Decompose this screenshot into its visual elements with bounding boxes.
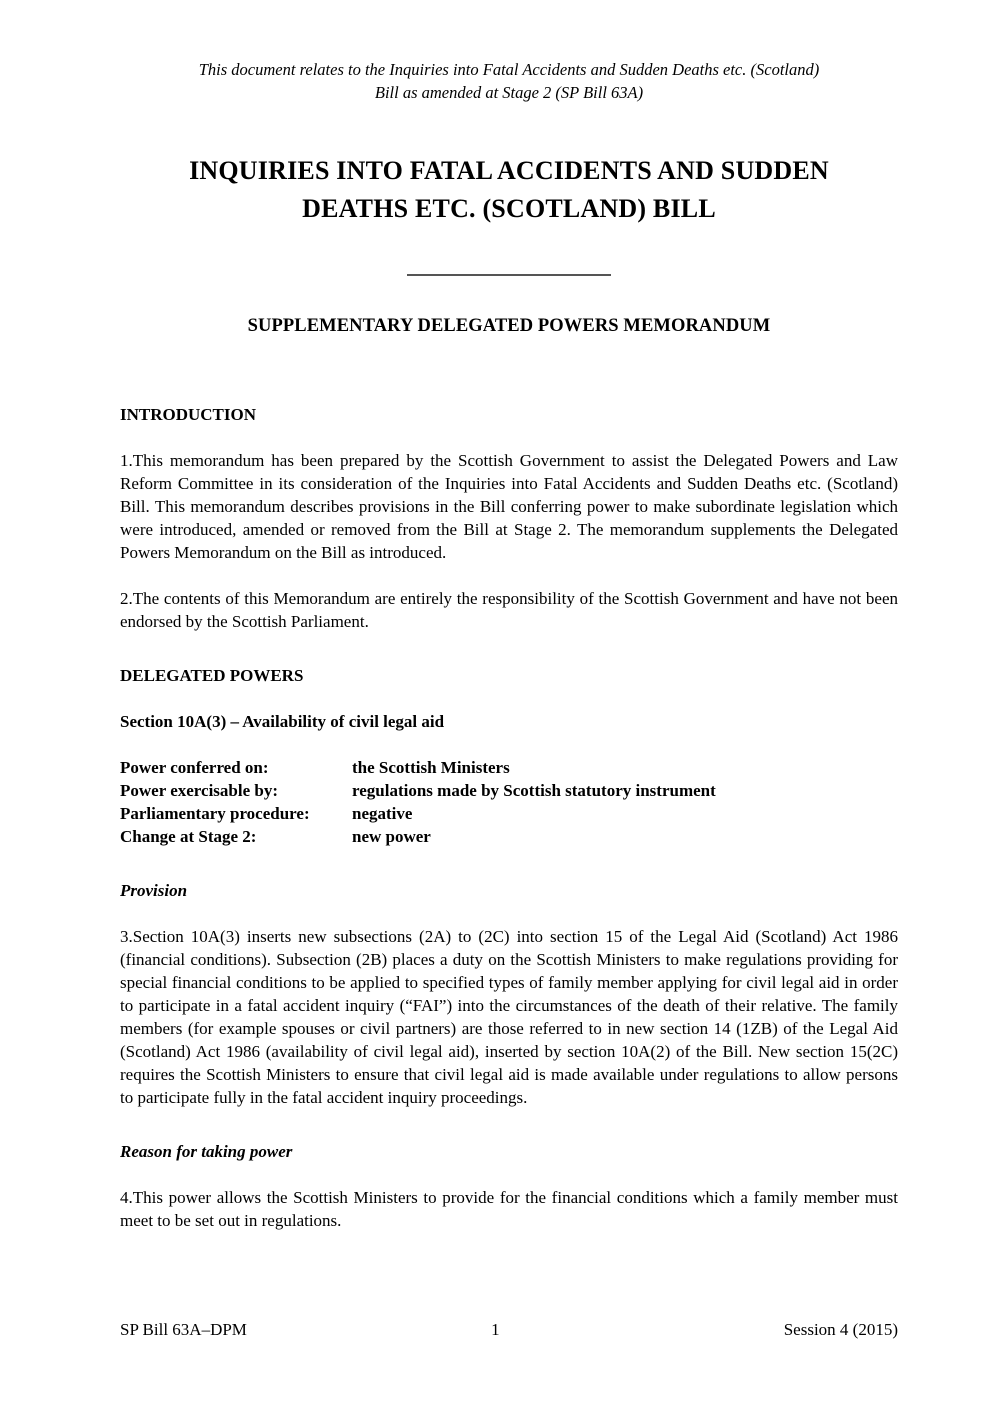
- heading-introduction: INTRODUCTION: [120, 405, 257, 424]
- page-content: [120, 0, 898, 1232]
- spacer: [120, 633, 898, 664]
- paragraph-3-number: 3.: [120, 927, 133, 946]
- power-details-table: [120, 756, 716, 848]
- heading-reason-for-taking-power: Reason for taking power: [120, 1142, 293, 1161]
- memorandum-subtitle: SUPPLEMENTARY DELEGATED POWERS MEMORANDUM: [247, 316, 771, 336]
- running-header-line-2: Bill as amended at Stage 2 (SP Bill 63A): [374, 83, 644, 102]
- spacer: [120, 426, 898, 449]
- paragraph-2-number: 2.: [120, 589, 133, 608]
- power-conferred-on-value: the Scottish Ministers: [352, 758, 510, 777]
- parliamentary-procedure-value: negative: [352, 804, 413, 823]
- bill-title: [120, 152, 898, 228]
- change-at-stage-2-label: Change at Stage 2:: [120, 827, 257, 846]
- heading-section-10a3: Section 10A(3) – Availability of civil legal aid: [120, 712, 445, 731]
- spacer: [120, 1163, 898, 1186]
- running-header: [120, 58, 898, 104]
- bill-title-line-2: DEATHS ETC. (SCOTLAND) BILL: [302, 194, 716, 223]
- paragraph-1: [120, 449, 898, 564]
- title-divider-wrapper: [120, 266, 898, 284]
- parliamentary-procedure-label: Parliamentary procedure:: [120, 804, 310, 823]
- paragraph-2-text: The contents of this Memorandum are entirely the responsibility of the Scottish Government and have not been endorsed by the Scottish Parliament.: [120, 589, 898, 631]
- table-row: [120, 825, 716, 848]
- paragraph-1-text: This memorandum has been prepared by the Scottish Government to assist the Delegated Powers and Law Reform Committee in its consideration of the Inquiries into Fatal Accidents and Sudden Deaths etc. (Scotland) Bill. This memorandum describes provisions in the Bill conferring power to make subordinate legislation which were introduced, amended or removed from the Bill at Stage 2. The memorandum supplements the Delegated Powers Memorandum on the Bill as introduced.: [120, 451, 898, 562]
- power-conferred-on-label: Power conferred on:: [120, 758, 269, 777]
- footer-bill-reference: SP Bill 63A–DPM: [120, 1320, 247, 1339]
- power-exercisable-by-label: Power exercisable by:: [120, 781, 278, 800]
- table-row: [120, 756, 716, 779]
- paragraph-3-text: Section 10A(3) inserts new subsections (2A) to (2C) into section 15 of the Legal Aid (Scotland) Act 1986 (financial conditions). Subsection (2B) places a duty on the Scottish Ministers to make regulations providing for special financial conditions to be applied to specified types of family member applying for civil legal aid in order to participate in a fatal accident inquiry (“FAI”) into the circumstances of the death of their relative. The family members (for example spouses or civil partners) are those referred to in new section 14 (1ZB) of the Legal Aid (Scotland) Act 1986 (availability of civil legal aid), inserted by section 10A(2) of the Bill. New section 15(2C) requires the Scottish Ministers to ensure that civil legal aid is made available under regulations to allow persons to participate fully in the fatal accident inquiry proceedings.: [120, 927, 898, 1107]
- heading-delegated-powers: DELEGATED POWERS: [120, 666, 304, 685]
- heading-provision: Provision: [120, 881, 188, 900]
- paragraph-3: [120, 925, 898, 1109]
- horizontal-rule-divider: [407, 274, 611, 276]
- spacer: [120, 687, 898, 710]
- spacer: [120, 848, 898, 879]
- paragraph-4-text: This power allows the Scottish Ministers to provide for the financial conditions which a family member must meet to be set out in regulations.: [120, 1188, 898, 1230]
- paragraph-4: [120, 1186, 898, 1232]
- footer-page-number: 1: [491, 1320, 500, 1339]
- change-at-stage-2-value: new power: [352, 827, 431, 846]
- footer-session: Session 4 (2015): [783, 1320, 898, 1339]
- paragraph-4-number: 4.: [120, 1188, 133, 1207]
- spacer: [120, 733, 898, 756]
- table-row: [120, 779, 716, 802]
- spacer: [120, 564, 898, 587]
- spacer: [120, 1109, 898, 1140]
- paragraph-1-number: 1.: [120, 451, 133, 470]
- spacer: [120, 337, 898, 403]
- running-header-line-1: This document relates to the Inquiries into Fatal Accidents and Sudden Deaths etc. (Scotland): [198, 60, 820, 79]
- bill-title-line-1: INQUIRIES INTO FATAL ACCIDENTS AND SUDDEN: [189, 156, 829, 185]
- spacer: [120, 902, 898, 925]
- table-row: [120, 802, 716, 825]
- page-footer: [120, 1318, 898, 1341]
- paragraph-2: [120, 587, 898, 633]
- power-exercisable-by-value: regulations made by Scottish statutory instrument: [352, 781, 716, 800]
